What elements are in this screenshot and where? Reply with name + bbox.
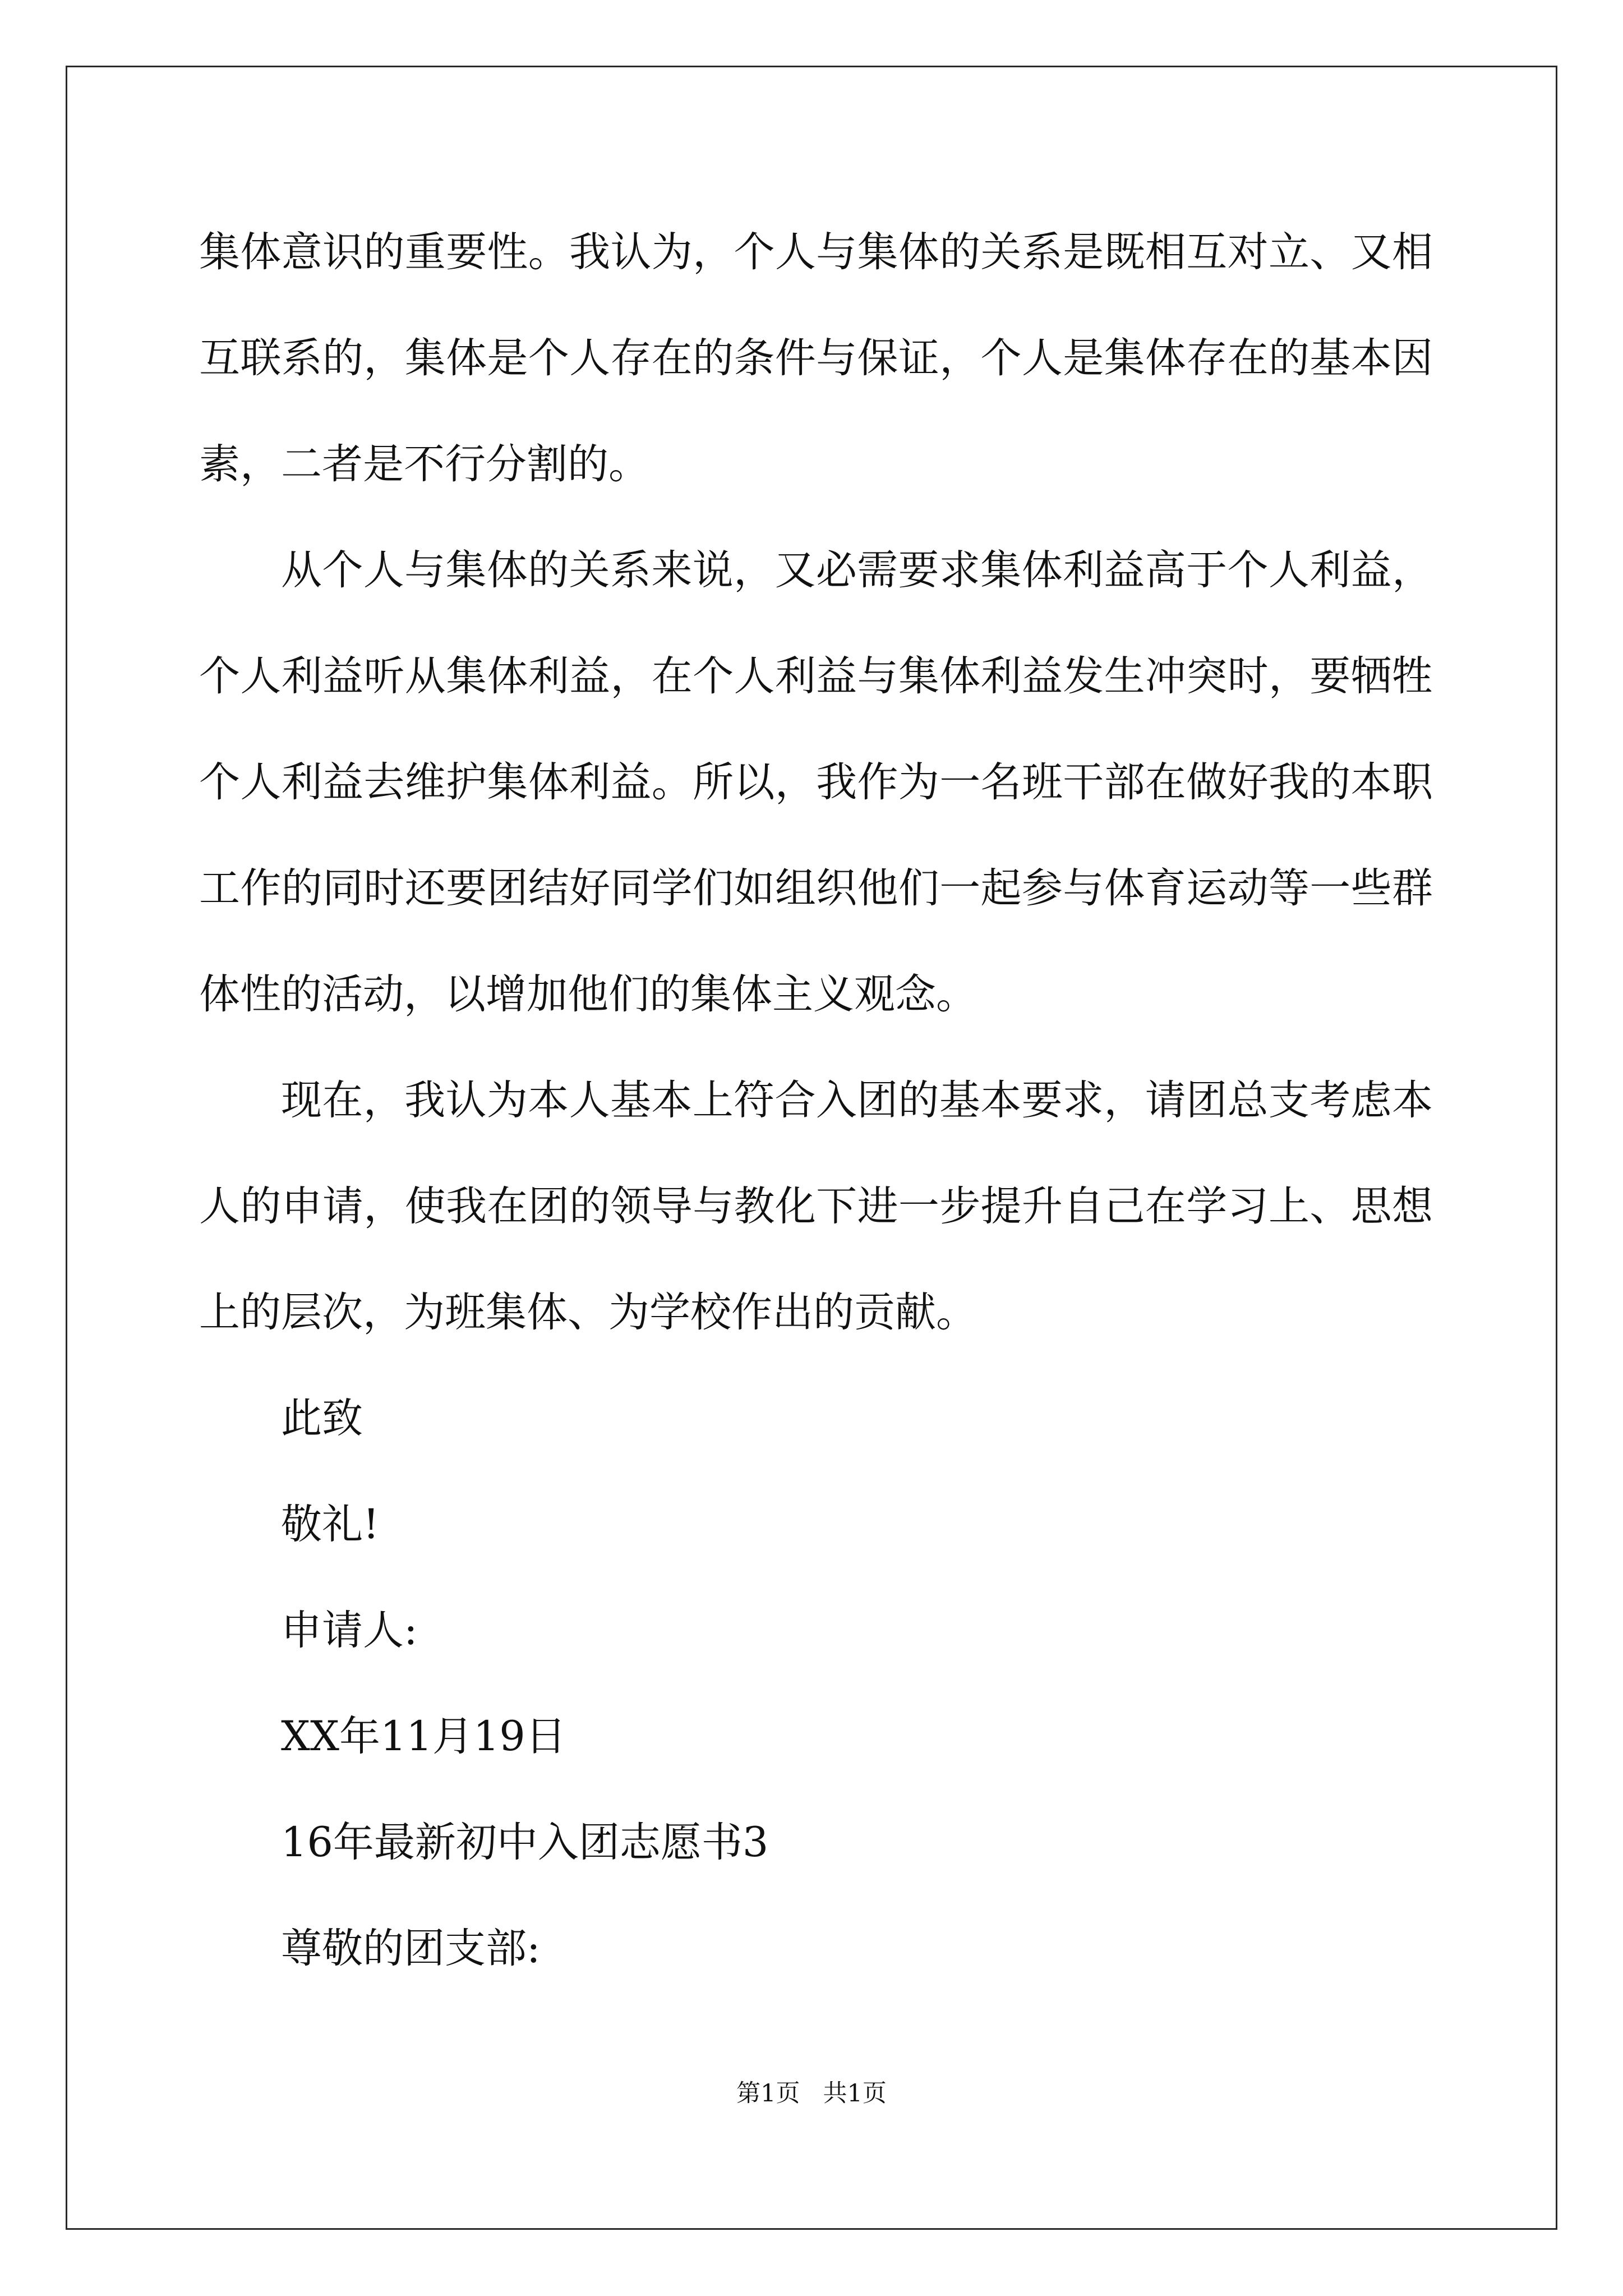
document-body bbox=[199, 199, 1433, 2001]
next-document-title: 16年最新初中入团志愿书3 bbox=[281, 1819, 769, 1866]
paragraph-collective-awareness: 集体意识的重要性。我认为，个人与集体的关系是既相互对立、又相互联系的，集体是个人存在的条件与保证，个人是集体存在的基本因素，二者是不行分割的。 bbox=[199, 228, 1433, 488]
paragraph-application-request: 现在，我认为本人基本上符合入团的基本要求，请团总支考虑本人的申请，使我在团的领导与教化下进一步提升自己在学习上、思想上的层次，为班集体、为学校作出的贡献。 bbox=[199, 1076, 1433, 1336]
paragraph-individual-collective: 从个人与集体的关系来说，又必需要求集体利益高于个人利益，个人利益听从集体利益，在个人利益与集体利益发生冲突时，要牺牲个人利益去维护集体利益。所以，我作为一名班干部在做好我的本职工作的同时还要团结好同学们如组织他们一起参与体育运动等一些群体性的活动，以增加他们的集体主义观念。 bbox=[199, 546, 1433, 1018]
applicant-label: 申请人: bbox=[281, 1607, 418, 1654]
next-document-greeting: 尊敬的团支部: bbox=[281, 1925, 541, 1972]
page-footer: 第1页 共1页 bbox=[736, 2079, 887, 2108]
salutation: 此致 bbox=[281, 1395, 363, 1442]
application-date: XX年11月19日 bbox=[281, 1713, 566, 1760]
regards: 敬礼! bbox=[281, 1501, 380, 1548]
